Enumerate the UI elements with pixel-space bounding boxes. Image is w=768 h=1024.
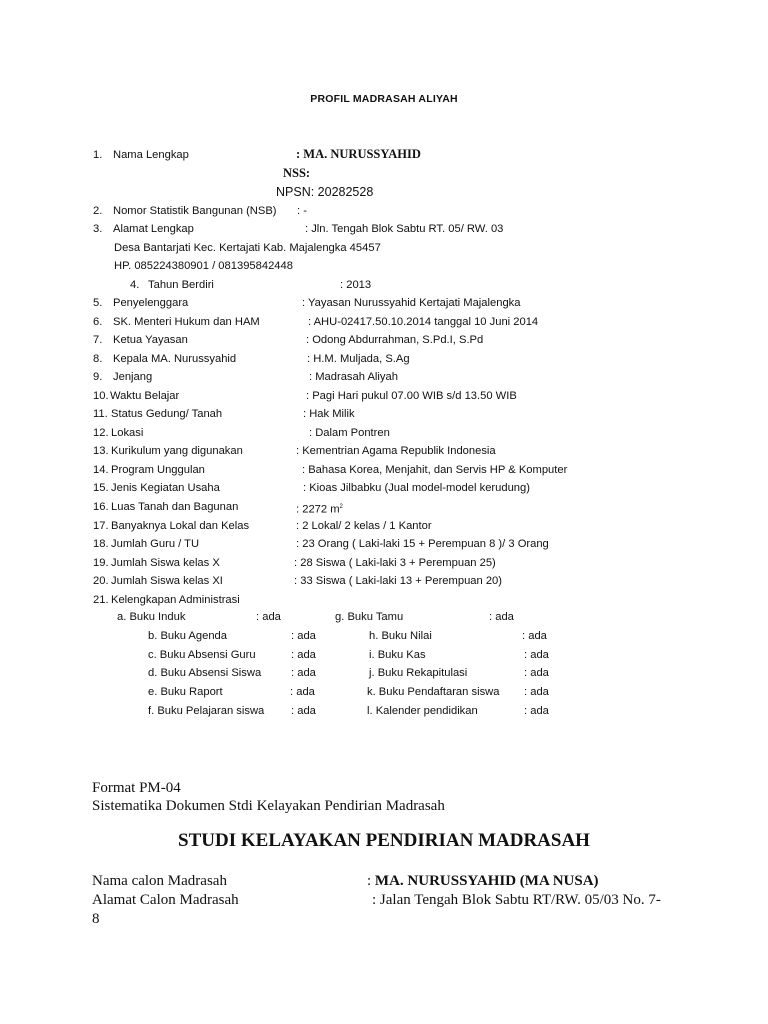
item-11-label: Status Gedung/ Tanah [111,408,223,420]
item-16-value: : 2272 $m^2$ [296,503,343,516]
item-19-value: : 28 Siswa ( Laki-laki 3 + Perempuan 25) [294,557,496,569]
format-subtitle: Sistematika Dokumen Stdi Kelayakan Pendirian Madrasah [92,798,445,814]
item-8-number: 8. [93,353,103,365]
admin-item-k-label: k. Buku Pendaftaran siswa [367,686,500,698]
item-11-number: 11. [93,408,108,420]
calon-address-continued: 8 [92,911,100,927]
item-4-label: Tahun Berdiri [148,279,214,291]
item-8-value: : H.M. Muljada, S.Ag [307,353,410,365]
page-title: PROFIL MADRASAH ALIYAH [310,93,458,105]
nss-label: NSS: [283,166,311,180]
item-9-number: 9. [93,371,103,383]
item-2-number: 2. [93,205,103,217]
admin-item-l-value: : ada [524,705,549,717]
admin-item-e-value: : ada [290,686,315,698]
item-16-number: 16. [93,501,109,513]
item-3-value: : Jln. Tengah Blok Sabtu RT. 05/ RW. 03 [305,223,504,235]
admin-item-a-label: a. Buku Induk [117,611,186,623]
admin-item-j-label: j. Buku Rekapitulasi [369,667,468,679]
item-6-label: SK. Menteri Hukum dan HAM [113,316,260,328]
item-15-number: 15. [93,482,109,494]
admin-item-b-label: b. Buku Agenda [148,630,228,642]
admin-item-i-value: : ada [524,649,549,661]
item-17-value: : 2 Lokal/ 2 kelas / 1 Kantor [296,520,432,532]
item-4-value: : 2013 [340,279,372,291]
item-5-number: 5. [93,297,103,309]
item-1-number: 1. [93,149,103,161]
item-1-label: Nama Lengkap [113,149,189,161]
item-13-number: 13. [93,445,109,457]
admin-item-c-label: c. Buku Absensi Guru [148,649,256,661]
item-13-value: : Kementrian Agama Republik Indonesia [296,445,496,457]
item-6-number: 6. [93,316,103,328]
item-7-value: : Odong Abdurrahman, S.Pd.I, S.Pd [306,334,484,346]
admin-item-e-label: e. Buku Raport [148,686,223,698]
item-7-number: 7. [93,334,103,346]
item-20-label: Jumlah Siswa kelas XI [111,575,223,587]
item-10-label: Waktu Belajar [110,390,180,402]
item-7-label: Ketua Yayasan [113,334,188,346]
item-15-label: Jenis Kegiatan Usaha [111,482,220,494]
item-20-value: : 33 Siswa ( Laki-laki 13 + Perempuan 20) [294,575,503,587]
admin-item-d-label: d. Buku Absensi Siswa [148,667,262,679]
item-9-value: : Madrasah Aliyah [309,371,398,383]
item-17-label: Banyaknya Lokal dan Kelas [111,520,250,532]
item-10-value: : Pagi Hari pukul 07.00 WIB s/d 13.50 WIB [306,390,517,402]
item-20-number: 20. [93,575,109,587]
section-heading: STUDI KELAYAKAN PENDIRIAN MADRASAH [178,830,590,851]
item-14-value: : Bahasa Korea, Menjahit, dan Servis HP & Komputer [302,464,568,476]
calon-address-label: Alamat Calon Madrasah [92,892,239,908]
admin-item-k-value: : ada [524,686,549,698]
npsn-line: NPSN: 20282528 [276,185,374,199]
admin-item-c-value: : ada [291,649,316,661]
area-unit-superscript: 2 [339,504,343,510]
item-12-number: 12. [93,427,109,439]
admin-item-j-value: : ada [524,667,549,679]
item-14-number: 14. [93,464,109,476]
item-3-number: 3. [93,223,103,235]
admin-item-i-label: i. Buku Kas [369,649,426,661]
item-3-label: Alamat Lengkap [113,223,194,235]
item-10-number: 10. [93,390,109,402]
item-2-label: Nomor Statistik Bangunan (NSB) [113,205,277,217]
item-19-number: 19. [93,557,109,569]
item-17-number: 17. [93,520,109,532]
calon-name-value: : MA. NURUSSYAHID (MA NUSA) [367,873,599,889]
item-13-label: Kurikulum yang digunakan [111,445,243,457]
admin-item-d-value: : ada [291,667,316,679]
admin-item-g-value: : ada [489,611,514,623]
admin-item-l-label: l. Kalender pendidikan [367,705,478,717]
item-14-label: Program Unggulan [111,464,205,476]
item-12-value: : Dalam Pontren [309,427,390,439]
admin-item-f-label: f. Buku Pelajaran siswa [148,705,265,717]
address-line-3: HP. 085224380901 / 081395842448 [114,260,293,272]
address-line-2: Desa Bantarjati Kec. Kertajati Kab. Majalengka 45457 [114,242,381,254]
item-12-label: Lokasi [111,427,144,439]
admin-item-h-label: h. Buku Nilai [369,630,432,642]
admin-item-a-value: : ada [256,611,281,623]
calon-address-value: : Jalan Tengah Blok Sabtu RT/RW. 05/03 No. 7- [372,892,661,908]
item-18-number: 18. [93,538,109,550]
calon-name-label: Nama calon Madrasah [92,873,227,889]
item-18-label: Jumlah Guru / TU [111,538,200,550]
admin-item-h-value: : ada [522,630,547,642]
format-code: Format PM-04 [92,780,181,796]
admin-item-f-value: : ada [291,705,316,717]
admin-item-g-label: g. Buku Tamu [335,611,404,623]
item-2-value: : - [297,205,307,217]
item-11-value: : Hak Milik [303,408,355,420]
item-8-label: Kepala MA. Nurussyahid [113,353,237,365]
item-18-value: : 23 Orang ( Laki-laki 15 + Perempuan 8 )/ 3 Orang [296,538,549,550]
item-16-label: Luas Tanah dan Bagunan [111,501,239,513]
item-21-label: Kelengkapan Administrasi [111,594,240,606]
item-6-value: : AHU-02417.50.10.2014 tanggal 10 Juni 2014 [308,316,539,328]
item-15-value: : Kioas Jilbabku (Jual model-model kerudung) [303,482,530,494]
admin-item-b-value: : ada [291,630,316,642]
item-21-number: 21. [93,594,109,606]
item-9-label: Jenjang [113,371,153,383]
item-4-number: 4. [130,279,140,291]
item-19-label: Jumlah Siswa kelas X [111,557,220,569]
item-5-value: : Yayasan Nurussyahid Kertajati Majalengka [302,297,521,309]
item-1-value: : MA. NURUSSYAHID [296,147,421,161]
item-5-label: Penyelenggara [113,297,189,309]
